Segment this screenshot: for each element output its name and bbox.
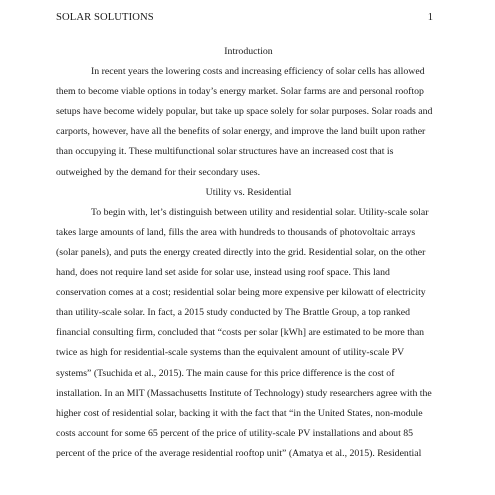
- text-line: twice as high for residential-scale systems than the equivalent amount of utility-scale PV: [56, 347, 405, 359]
- running-head: SOLAR SOLUTIONS: [56, 12, 154, 23]
- text-line: financial consulting firm, concluded that “costs per solar [kWh] are estimated to be more than: [56, 327, 425, 339]
- paragraph-introduction: [56, 62, 441, 183]
- text-line: setups have become widely popular, but take up space solely for solar purposes. Solar roads and: [56, 106, 433, 118]
- text-line: percent of the price of the average residential rooftop unit” (Amatya et al., 2015). Residential: [56, 447, 422, 459]
- paragraph-utility-vs-residential: [56, 203, 441, 464]
- document-body: [56, 42, 441, 464]
- text-line: outweighed by the demand for their secondary uses.: [56, 166, 261, 178]
- section-heading-utility-vs-residential: Utility vs. Residential: [205, 186, 292, 198]
- text-line: hand, does not require land set aside for solar use, instead using roof space. This land: [56, 267, 390, 279]
- text-line: higher cost of residential solar, backing it with the fact that “in the United States, non-module: [56, 407, 423, 419]
- text-line: systems” (Tsuchida et al., 2015). The main cause for this price difference is the cost of: [56, 367, 395, 379]
- text-line: than utility-scale solar. In fact, a 2015 study conducted by The Brattle Group, a top ranked: [56, 307, 411, 319]
- text-line: carports, however, have all the benefits of solar energy, and improve the land built upon rather: [56, 126, 426, 138]
- page-number: 1: [427, 12, 433, 23]
- text-line: costs account for some 65 percent of the price of utility-scale PV installations and about 85: [56, 427, 414, 439]
- text-line: In recent years the lowering costs and increasing efficiency of solar cells has allowed: [91, 66, 425, 78]
- text-line: takes large amounts of land, fills the area with hundreds to thousands of photovoltaic arrays: [56, 226, 416, 238]
- text-line: them to become viable options in today’s energy market. Solar farms are and personal rooftop: [56, 86, 424, 98]
- text-line: installation. In an MIT (Massachusetts Institute of Technology) study researchers agree with the: [56, 387, 432, 399]
- text-line: (solar panels), and puts the energy created directly into the grid. Residential solar, on the other: [56, 246, 426, 258]
- text-line: To begin with, let’s distinguish between utility and residential solar. Utility-scale solar: [91, 206, 429, 218]
- section-heading-introduction: Introduction: [224, 46, 273, 57]
- text-line: conservation comes at a cost; residential solar being more expensive per kilowatt of electricity: [56, 287, 426, 299]
- text-line: than occupying it. These multifunctional solar structures have an increased cost that is: [56, 146, 394, 158]
